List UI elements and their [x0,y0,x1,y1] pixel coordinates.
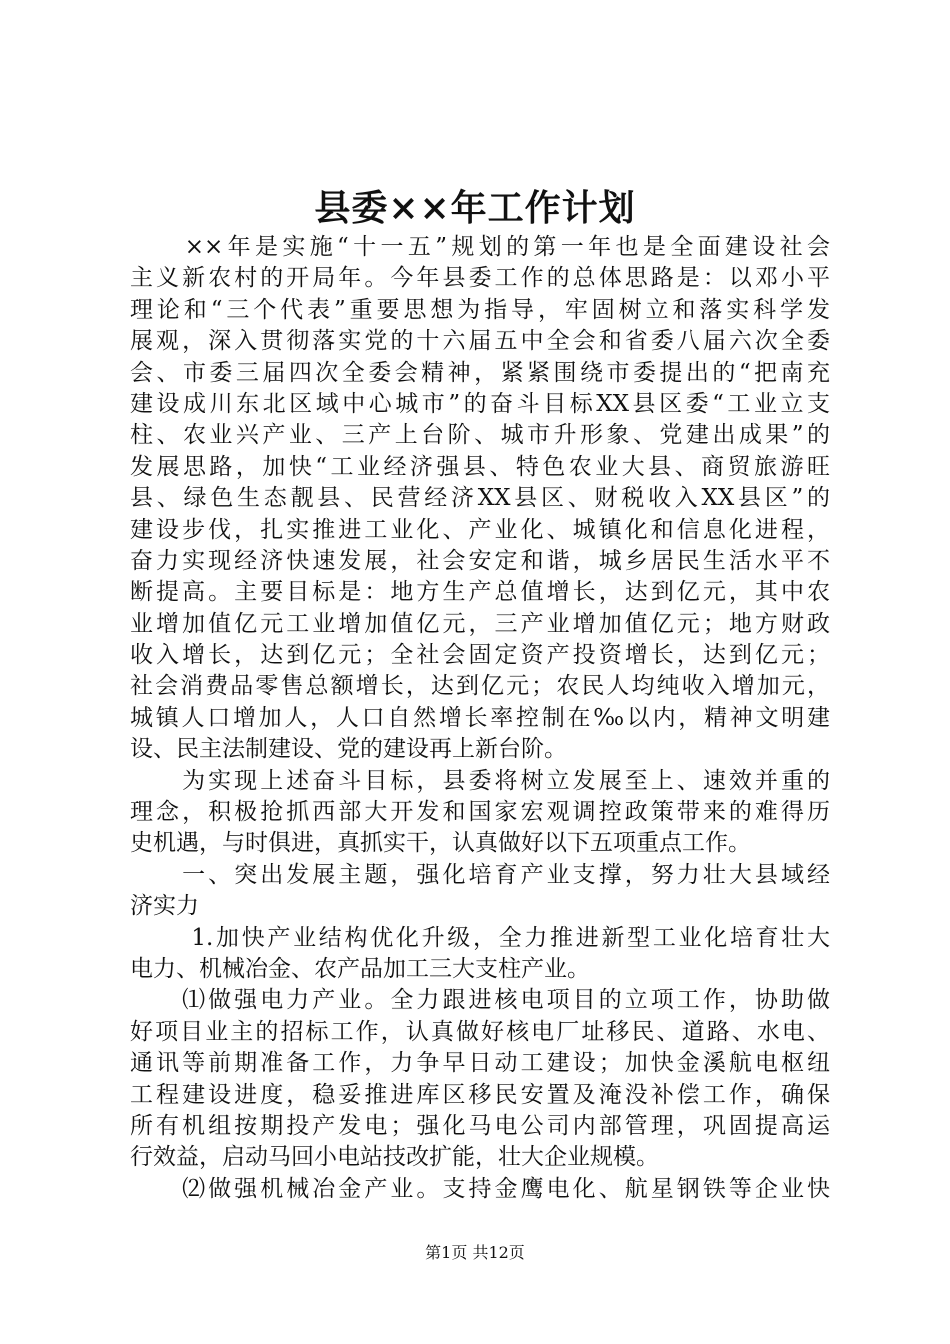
body-line: 建设成川东北区域中心城市”的奋斗目标XX县区委“工业立支 [130,390,830,417]
body-line: 断提高。主要目标是：地方生产总值增长，达到亿元，其中农 [130,579,830,606]
body-line: 建设步伐，扎实推进工业化、产业化、城镇化和信息化进程， [130,516,830,543]
body-line: 通讯等前期准备工作，力争早日动工建设；加快金溪航电枢纽 [130,1050,830,1077]
body-line: 所有机组按期投产发电；强化马电公司内部管理，巩固提高运 [130,1112,830,1139]
body-line: 电力、机械冶金、农产品加工三大支柱产业。 [130,955,590,982]
body-line: 展观，深入贯彻落实党的十六届五中全会和省委八届六次全委 [130,328,830,355]
body-line: 业增加值亿元工业增加值亿元，三产业增加值亿元；地方财政 [130,610,830,637]
body-line: 理念，积极抢抓西部大开发和国家宏观调控政策带来的难得历 [130,799,830,826]
body-line: 工程建设进度，稳妥推进库区移民安置及淹没补偿工作，确保 [130,1081,830,1108]
body-line: 城镇人口增加人，人口自然增长率控制在‰以内，精神文明建 [130,704,830,731]
body-line: 史机遇，与时俱进，真抓实干，认真做好以下五项重点工作。 [130,830,751,857]
body-line: 1.加快产业结构优化升级，全力推进新型工业化培育壮大 [130,924,830,951]
page-footer: 第1页 共12页 [425,1243,525,1262]
body-line: 收入增长，达到亿元；全社会固定资产投资增长，达到亿元； [130,642,830,669]
body-line: 为实现上述奋斗目标，县委将树立发展至上、速效并重的 [130,767,830,794]
body-line: 一、突出发展主题，强化培育产业支撑，努力壮大县域经 [130,861,830,888]
body-line: 发展思路，加快“工业经济强县、特色农业大县、商贸旅游旺 [130,453,830,480]
document-title: 县委××年工作计划 [314,187,636,229]
body-line: ⑵做强机械冶金产业。支持金鹰电化、航星钢铁等企业快 [130,1175,830,1202]
body-line: 设、民主法制建设、党的建设再上新台阶。 [130,736,567,763]
body-line: 济实力 [130,893,199,920]
body-line: 会、市委三届四次全委会精神，紧紧围绕市委提出的“把南充 [130,359,830,386]
body-line: 理论和“三个代表”重要思想为指导，牢固树立和落实科学发 [130,296,830,323]
body-line: 主义新农村的开局年。今年县委工作的总体思路是：以邓小平 [130,265,830,292]
body-line: 行效益，启动马回小电站技改扩能，壮大企业规模。 [130,1144,659,1171]
body-line: 社会消费品零售总额增长，达到亿元；农民人均纯收入增加元， [130,673,830,700]
body-line: 好项目业主的招标工作，认真做好核电厂址移民、道路、水电、 [130,1018,830,1045]
body-line: ××年是实施“十一五”规划的第一年也是全面建设社会 [130,234,830,260]
body-line: 柱、农业兴产业、三产上台阶、城市升形象、党建出成果”的 [130,422,830,449]
body-line: 县、绿色生态靓县、民营经济XX县区、财税收入XX县区”的 [130,485,830,512]
body-line: ⑴做强电力产业。全力跟进核电项目的立项工作，协助做 [130,987,830,1014]
body-line: 奋力实现经济快速发展，社会安定和谐，城乡居民生活水平不 [130,547,830,574]
document-body [130,232,830,1205]
